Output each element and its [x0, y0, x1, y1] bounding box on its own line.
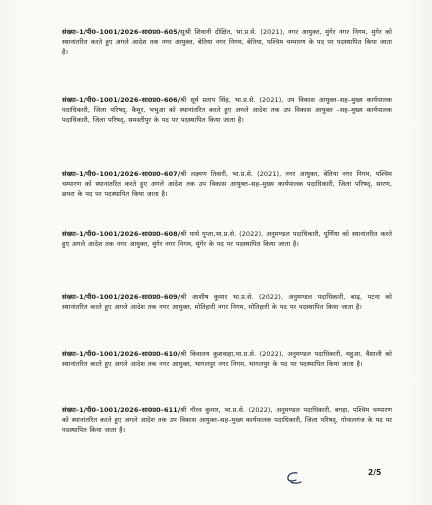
order-text: श्री आशीष कुमार भा.प्र.से. (2022), अनुमण्डल पदाधिकारी, बाढ़, पटना को स्थानांतरित करते हुए अगले आदेश तक नगर आयुक्त, मोतिहारी नगर निगम, मोतिहारी के पद पर पदस्थापित किया जाता है। [62, 293, 392, 312]
order-text: सुश्री शिवानी दीक्षित, भा.प्र.से. (2021), नगर आयुक्त, मुंगेर नगर निगम, मुंगेर को स्थानांतरित करते हुए अगले आदेश तक नगर आयुक्त, बेतिया नगर निगम, बेतिया, पश्चिम चम्पारण के पद पर पदस्थापित किया जाता है। [62, 28, 392, 57]
order-paragraph-608 [62, 229, 392, 249]
order-number: संख्या–1/पी0–1001/2026–सा0प्र0–609/ [62, 293, 181, 301]
order-number: संख्या–1/पी0–1001/2026–सा0प्र0–607/ [62, 170, 181, 178]
order-paragraph-610 [62, 349, 392, 369]
order-paragraph-605 [62, 27, 392, 58]
order-text: श्री किसलय कुशवाहा,भा.प्र.से. (2022), अनुमण्डल पदाधिकारी, महुआ, वैशाली को स्थानांतरित करते हुए अगले आदेश तक नगर आयुक्त, भागलपुर नगर निगम, भागलपुर के पद पर पदस्थापित किया जाता है। [62, 350, 392, 369]
order-number: संख्या–1/पी0–1001/2026–सा0प्र0–611/ [62, 406, 181, 414]
order-paragraph-607 [62, 169, 392, 200]
order-number: संख्या–1/पी0–1001/2026–सा0प्र0–606/ [62, 96, 181, 104]
order-number: संख्या–1/पी0–1001/2026–सा0प्र0–605/ [62, 28, 181, 36]
order-paragraph-609 [62, 292, 392, 312]
page-number: 2/5 [368, 468, 382, 477]
order-paragraph-611 [62, 405, 392, 436]
signature-mark [283, 471, 303, 485]
order-paragraph-606 [62, 95, 392, 126]
order-number: संख्या–1/पी0–1001/2026–सा0प्र0–610/ [62, 350, 181, 358]
order-text: श्री गौरव कुमार, भा.प्र.से. (2022), अनुमण्डल पदाधिकारी, बगहा, पश्चिम चम्पारण को स्थानांतरित करते हुए अगले आदेश तक उप विकास आयुक्त–सह–मुख्य कार्यपालक पदाधिकारी, जिला परिषद्, गोपालगंज के पद पर पदस्थापित किया जाता है। [62, 406, 392, 435]
order-number: संख्या–1/पी0–1001/2026–सा0प्र0–608/ [62, 230, 181, 238]
order-text: श्री लक्ष्मण तिवारी, भा.प्र.से. (2021), नगर आयुक्त, बेतिया नगर निगम, पश्चिम चम्पारण को स्थानांतरित करते हुए अगले आदेश तक उप विकास आयुक्त–सह–मुख्य कार्यपालक पदाधिकारी, जिला परिषद्, सारण, छपरा के पद पर पदस्थापित किया जाता है। [62, 170, 392, 199]
order-text: श्री पार्थ गुप्ता,भा.प्र.से. (2022), अनुमण्डल पदाधिकारी, पूर्णिया को स्थानांतरित करते हुए अगले आदेश तक नगर आयुक्त, मुंगेर नगर निगम, मुंगेर के पद पर पदस्थापित किया जाता है। [62, 230, 392, 249]
order-text: श्री सूर्य प्रताप सिंह, भा.प्र.से. (2021), उप विकास आयुक्त–सह–मुख्य कार्यपालक पदाधिकारी, जिला परिषद्, कैमूर, भभुआ को स्थानांतरित करते हुए अगले आदेश तक उप विकास आयुक्त –सह–मुख्य कार्यपालक पदाधिकारी, जिला परिषद्, समस्तीपुर के पद पर पदस्थापित किया जाता है। [62, 96, 392, 125]
